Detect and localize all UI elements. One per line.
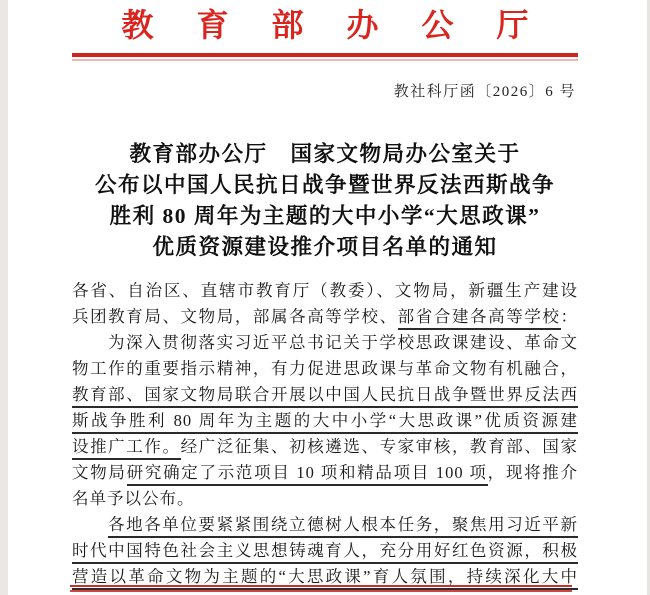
body-text: 名单予以公布。	[72, 489, 195, 508]
red-header-rule	[72, 53, 578, 57]
body-line	[72, 460, 578, 486]
body-line	[72, 434, 578, 460]
body-line	[72, 408, 578, 434]
underlined-text: 营造以革命文物为主题的“大思政课”育人氛围，持续深化大中	[72, 567, 578, 590]
red-bottom-rule	[70, 585, 572, 587]
notice-title-line: 优质资源建设推介项目名单的通知	[152, 235, 498, 259]
body-line	[72, 512, 578, 538]
red-header-rule-thin	[72, 59, 578, 61]
underlined-text: 斯战争胜利 80 周年为主题的大中小学“大思政课”优质资源建	[72, 411, 578, 434]
underlined-text: 时代中国特色社会主义思想铸魂育人，充分用好红色资源，积极	[72, 541, 578, 564]
body-text: ：	[560, 307, 579, 326]
body-text: 为深入贯彻落实习近平总书记关于学校思政课建设、革命文	[108, 333, 578, 352]
underlined-text: 研究确定了示范项目 10 项和精品项目 100 项	[127, 463, 488, 486]
body-lines	[72, 278, 578, 590]
notice-title-line: 教育部办公厅 国家文物局办公室关于	[129, 142, 521, 166]
document-number: 教社科厅函〔2026〕6 号	[393, 84, 576, 100]
body-line	[72, 486, 578, 512]
body-line	[72, 356, 578, 382]
body-line	[72, 382, 578, 408]
body-text: 各省、自治区、直辖市教育厅（教委）、文物局，新疆生产建设	[72, 281, 578, 300]
notice-title	[0, 139, 650, 263]
body-line	[72, 330, 578, 356]
red-bottom-rule-thin	[70, 590, 572, 592]
body-text: 兵团教育局、文物局，部属各高等学校、	[72, 307, 398, 326]
notice-title-line: 公布以中国人民抗日战争暨世界反法西斯战争	[94, 173, 555, 197]
body-line	[72, 304, 578, 330]
underlined-text: 设推广工作。	[72, 437, 181, 460]
underlined-text: 部省合建各高等学校	[398, 307, 561, 330]
body-line	[72, 278, 578, 304]
notice-title-line: 胜利 80 周年为主题的大中小学“大思政课”	[109, 204, 541, 228]
agency-header: 教育部办公厅	[121, 7, 572, 43]
body-text: 文物局	[72, 463, 127, 482]
body-line	[72, 538, 578, 564]
body-text: 经广泛征集、初核遴选、专家审核，教育部、国家	[180, 437, 579, 456]
body-text: ，现将推介	[487, 463, 579, 482]
underlined-text: 各地各单位要紧紧围绕立德树人根本任务，聚焦用习近平新	[108, 515, 578, 538]
body-text: 物工作的重要指示精神，有力促进思政课与革命文物有机融合，	[72, 359, 578, 378]
underlined-text: 教育部、国家文物局联合开展以中国人民抗日战争暨世界反法西	[72, 385, 578, 408]
